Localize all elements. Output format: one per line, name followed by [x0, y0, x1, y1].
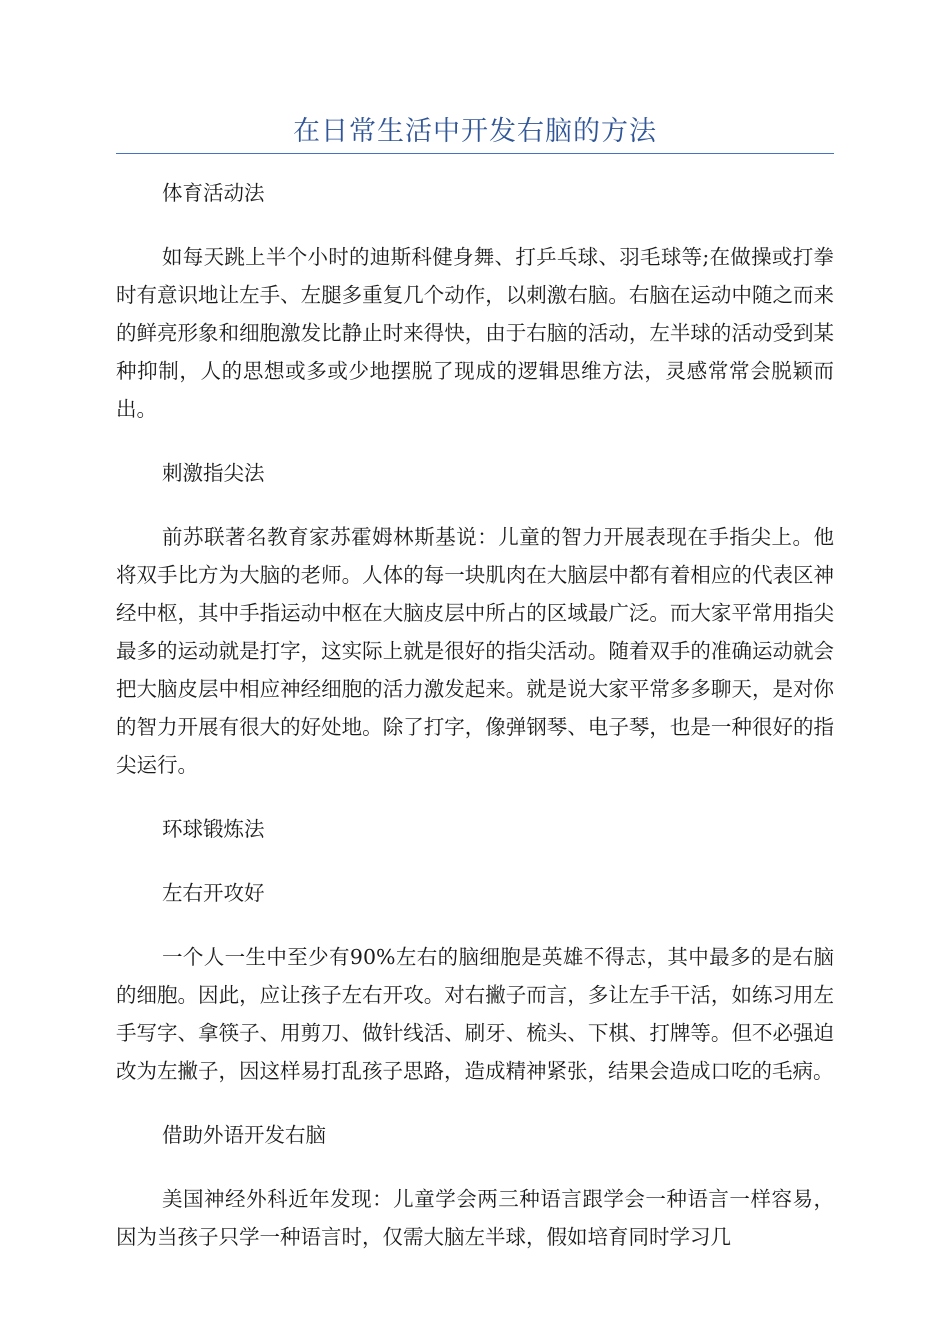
document-body [116, 174, 834, 1282]
section-heading-foreign-language: 借助外语开发右脑 [162, 1123, 326, 1147]
section-heading-sports: 体育活动法 [162, 181, 265, 205]
paragraph-fingertip: 前苏联著名教育家苏霍姆林斯基说：儿童的智力开展表现在手指尖上。他将双手比方为大脑的老师。人体的每一块肌肉在大脑层中都有着相应的代表区神经中枢，其中手指运动中枢在大脑皮层中所占的区域最广泛。而大家平常用指尖最多的运动就是打字，这实际上就是很好的指尖活动。随着双手的准确运动就会把大脑皮层中相应神经细胞的活力激发起来。就是说大家平常多多聊天，是对你的智力开展有很大的好处地。除了打字，像弹钢琴、电子琴，也是一种很好的指尖运行。 [116, 525, 834, 777]
paragraph-sports: 如每天跳上半个小时的迪斯科健身舞、打乒乓球、羽毛球等;在做操或打拳时有意识地让左手、左腿多重复几个动作，以刺激右脑。右脑在运动中随之而来的鲜亮形象和细胞激发比静止时来得快，由于右脑的活动，左半球的活动受到某种抑制，人的思想或多或少地摆脱了现成的逻辑思维方法，灵感常常会脱颖而出。 [116, 245, 834, 421]
paragraph-left-right: 一个人一生中至少有90%左右的脑细胞是英雄不得志，其中最多的是右脑的细胞。因此，应让孩子左右开攻。对右撇子而言，多让左手干活，如练习用左手写字、拿筷子、用剪刀、做针线活、刷牙、梳头、下棋、打牌等。但不必强迫改为左撇子，因这样易打乱孩子思路，造成精神紧张，结果会造成口吃的毛病。 [116, 945, 834, 1083]
title-underline [116, 153, 834, 154]
section-heading-global-exercise: 环球锻炼法 [162, 817, 265, 841]
section-heading-fingertip: 刺激指尖法 [162, 461, 265, 485]
section-heading-left-right: 左右开攻好 [162, 881, 265, 905]
paragraph-foreign-language: 美国神经外科近年发现：儿童学会两三种语言跟学会一种语言一样容易，因为当孩子只学一种语言时，仅需大脑左半球，假如培育同时学习几 [116, 1187, 834, 1249]
document-title: 在日常生活中开发右脑的方法 [293, 116, 657, 147]
